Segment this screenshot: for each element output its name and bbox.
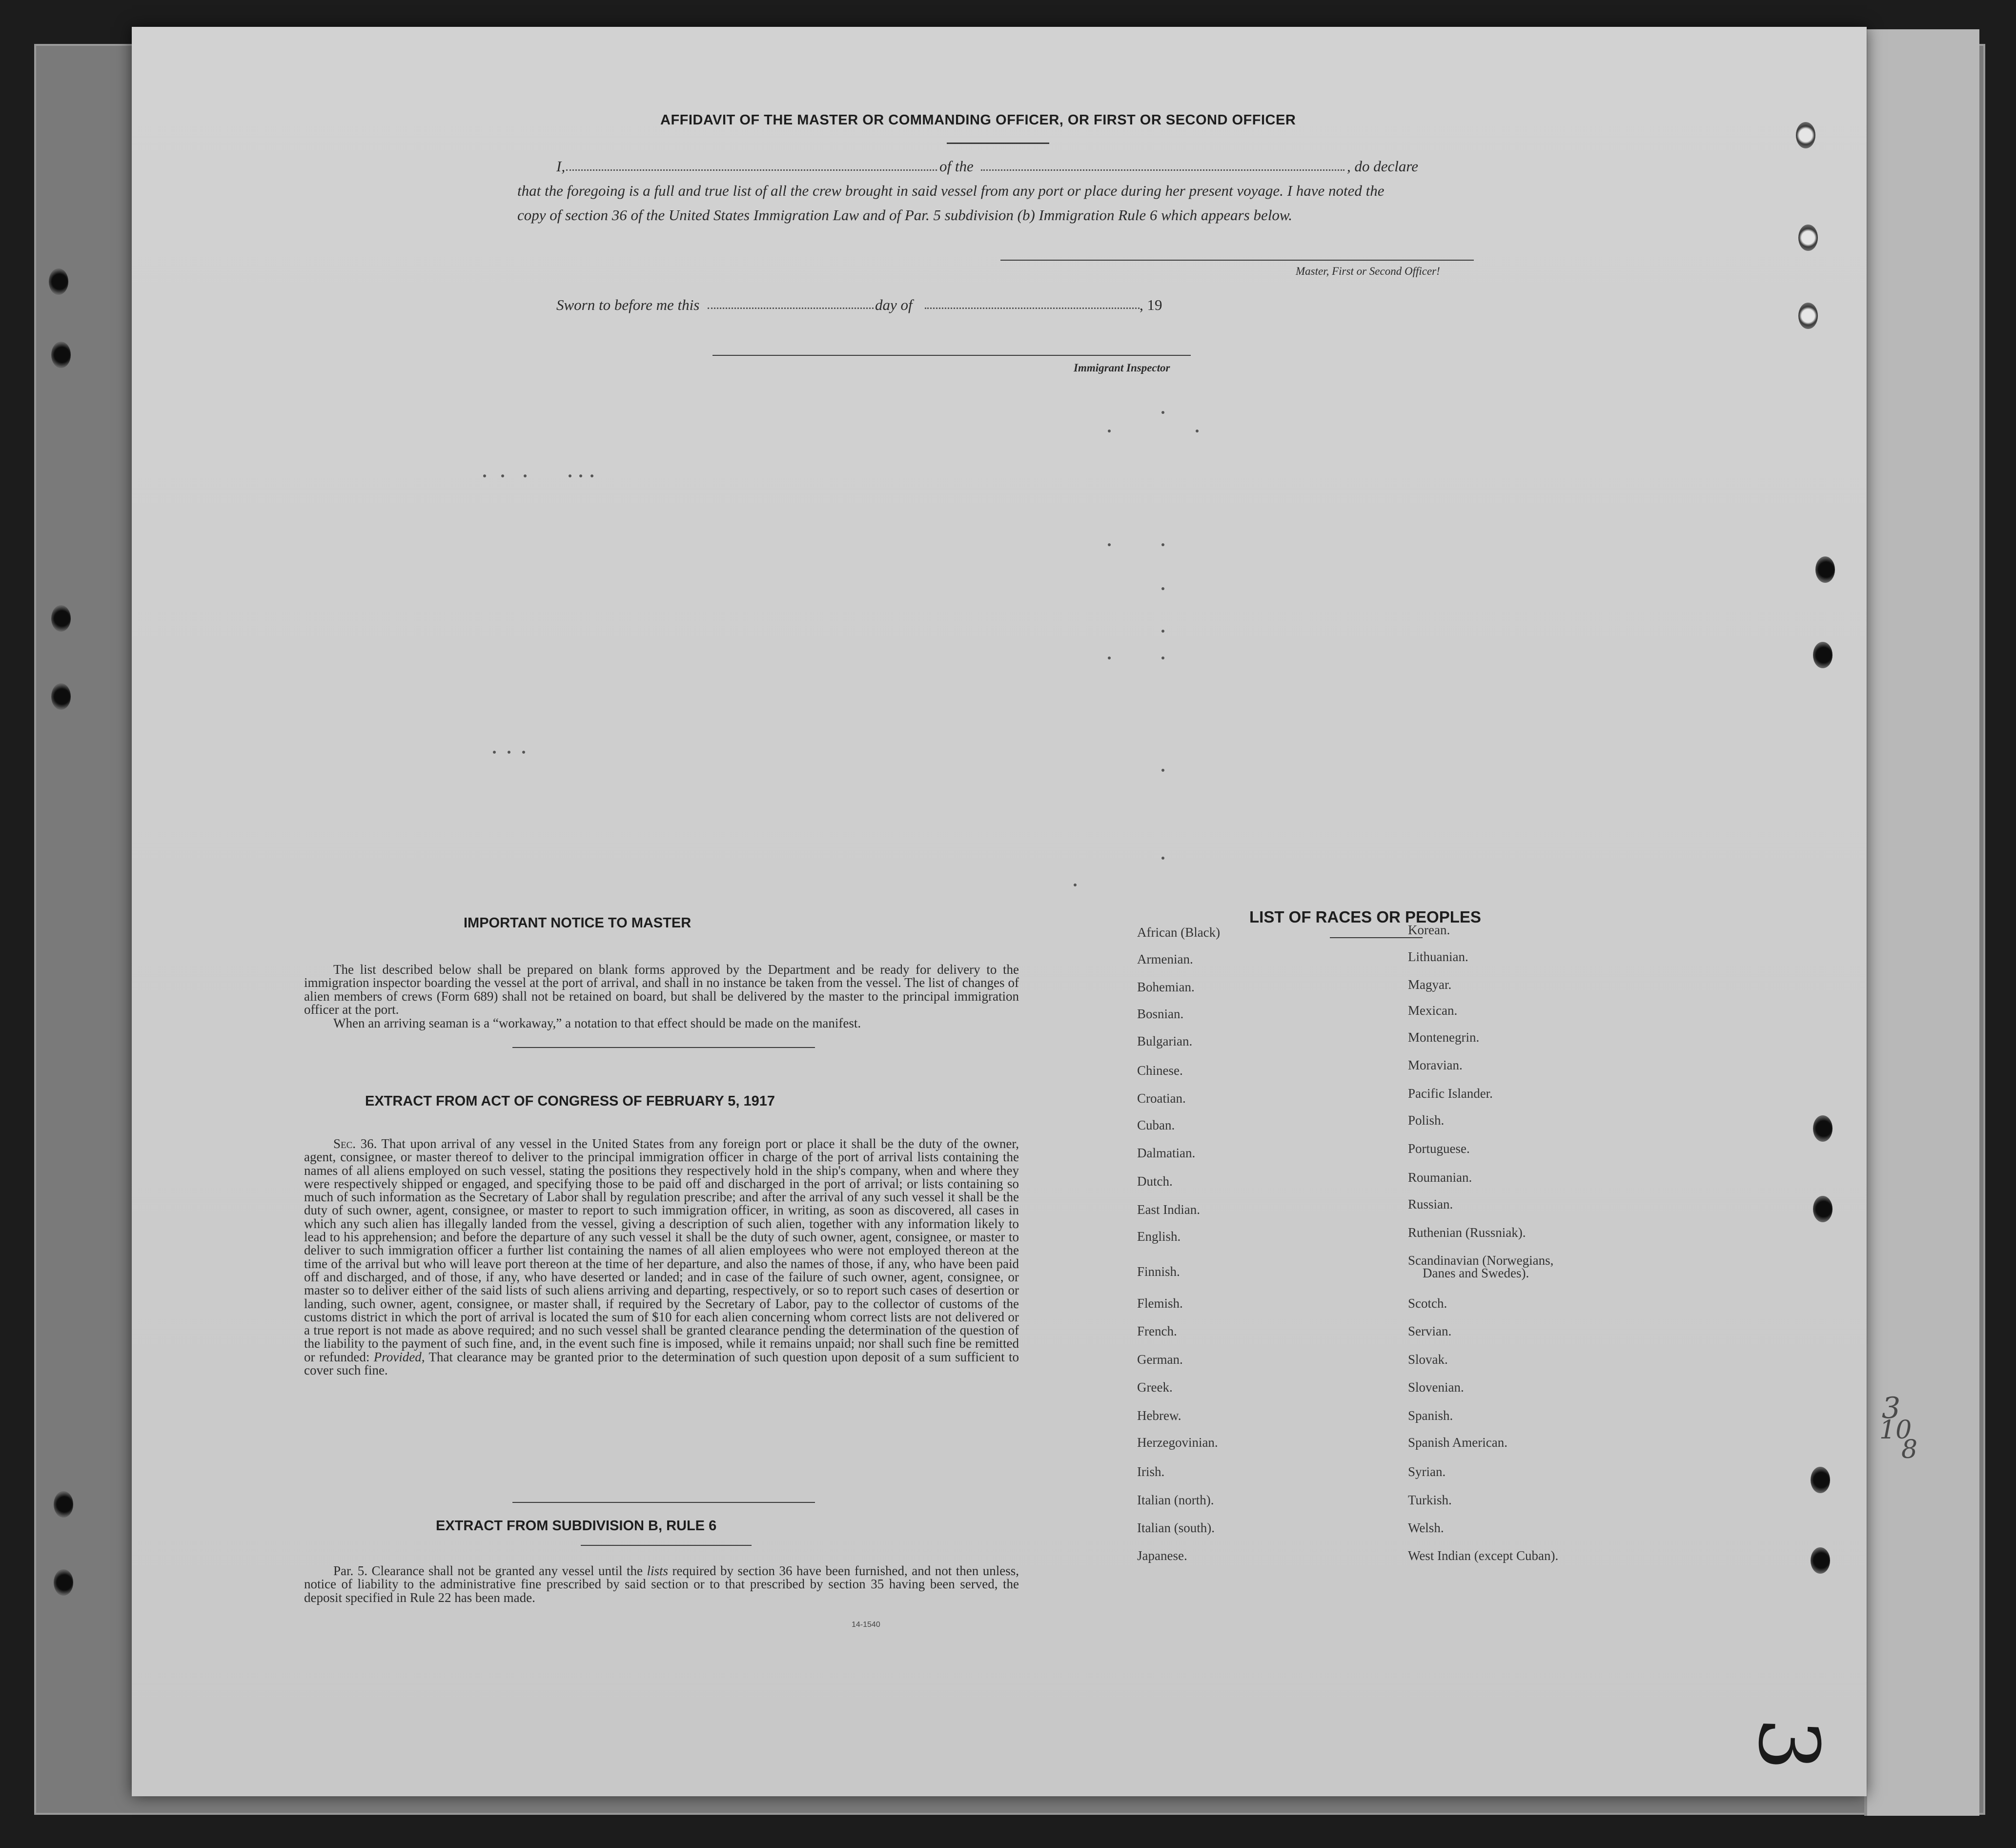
binder-hole — [1811, 1467, 1830, 1493]
speck — [591, 474, 593, 477]
race-item: Spanish American. — [1408, 1435, 1507, 1450]
race-item: Slovenian. — [1408, 1380, 1464, 1395]
race-item: West Indian (except Cuban). — [1408, 1548, 1559, 1563]
section-36-ending: That clearance may be granted prior to the determination of such question upon deposit of a sum sufficient to cover such fine. — [304, 1349, 1019, 1378]
race-item: Mexican. — [1408, 1003, 1458, 1018]
notice-title: IMPORTANT NOTICE TO MASTER — [464, 915, 692, 931]
race-item: English. — [1137, 1229, 1181, 1244]
day-of-label: day of — [875, 296, 913, 313]
month-blank — [925, 308, 1140, 309]
race-item: Armenian. — [1137, 952, 1193, 966]
affidavit-title: AFFIDAVIT OF THE MASTER OR COMMANDING OFFICER, OR FIRST OR SECOND OFFICER — [660, 112, 1296, 128]
affidavit-line-3: copy of section 36 of the United States Immigration Law and of Par. 5 subdivision (b) Immigration Rule 6 which appears below. — [517, 206, 1293, 224]
race-item: Polish. — [1408, 1113, 1445, 1128]
binder-hole — [49, 268, 68, 295]
race-item: Spanish. — [1408, 1408, 1453, 1423]
race-item: Slovak. — [1408, 1352, 1448, 1367]
race-item: Lithuanian. — [1408, 949, 1468, 964]
binder-hole — [1815, 556, 1835, 583]
race-item: Bosnian. — [1137, 1006, 1184, 1021]
speck — [1108, 657, 1111, 659]
races-title: LIST OF RACES OR PEOPLES — [1249, 908, 1481, 926]
race-item: Magyar. — [1408, 977, 1452, 992]
race-item: Korean. — [1408, 923, 1450, 937]
race-item: East Indian. — [1137, 1202, 1200, 1217]
binder-hole — [1811, 1547, 1830, 1574]
notice-paragraph-1: The list described below shall be prepared on blank forms approved by the Department and be ready for delivery to the immigration inspector boarding the vessel at the port of arrival, and shall in no instance be taken from the vessel. The list of changes of alien members of crews (Form 689) shall not be retained on board, but shall be delivered by the master to the principal immigration officer at the port. — [304, 962, 1019, 1017]
adjacent-page-edge — [1864, 29, 1979, 1816]
inspector-label: Immigrant Inspector — [1074, 362, 1170, 374]
race-item: Italian (south). — [1137, 1520, 1215, 1535]
act-extract-title: EXTRACT FROM ACT OF CONGRESS OF FEBRUARY 5, 1917 — [365, 1093, 775, 1109]
section-divider — [581, 1545, 752, 1546]
race-item: Italian (north). — [1137, 1493, 1214, 1507]
race-item: Croatian. — [1137, 1091, 1186, 1106]
speck — [483, 474, 486, 477]
rule-extract-title: EXTRACT FROM SUBDIVISION B, RULE 6 — [436, 1518, 717, 1534]
name-blank — [566, 169, 937, 171]
speck — [579, 474, 582, 477]
speck — [569, 474, 571, 477]
margin-note: 8 — [1901, 1435, 1918, 1464]
race-item: Cuban. — [1137, 1118, 1175, 1132]
race-item: Greek. — [1137, 1380, 1173, 1395]
race-item: Japanese. — [1137, 1548, 1187, 1563]
manifest-page — [132, 27, 1867, 1796]
race-item: Irish. — [1137, 1464, 1165, 1479]
speck — [1108, 430, 1111, 432]
year-label: , 19 — [1140, 296, 1162, 313]
inspector-signature-line — [713, 355, 1191, 356]
race-item: Moravian. — [1408, 1058, 1463, 1072]
speck — [1196, 430, 1199, 432]
provided-word: Provided, — [373, 1349, 425, 1364]
speck — [1161, 630, 1164, 633]
sworn-day-blank — [708, 308, 874, 309]
speck — [508, 751, 510, 754]
race-item: Flemish. — [1137, 1296, 1183, 1311]
signature-label: Master, First or Second Officer! — [1296, 265, 1440, 277]
race-item: Servian. — [1408, 1324, 1452, 1338]
race-item: Scandinavian (Norwegians, — [1408, 1253, 1554, 1268]
race-item: African (Black) — [1137, 925, 1221, 940]
race-item: Montenegrin. — [1408, 1030, 1480, 1045]
binder-hole — [54, 1491, 73, 1518]
vessel-blank — [981, 169, 1344, 171]
binder-hole — [51, 683, 71, 710]
affidavit-i-label: I, — [556, 158, 566, 175]
race-item: Danes and Swedes). — [1423, 1266, 1529, 1280]
race-item: French. — [1137, 1324, 1177, 1338]
race-item: Bulgarian. — [1137, 1034, 1193, 1048]
binder-hole — [1798, 225, 1818, 251]
race-item: Dutch. — [1137, 1174, 1173, 1189]
race-item: Herzegovinian. — [1137, 1435, 1218, 1450]
affidavit-declare-label: , do declare — [1347, 158, 1419, 175]
race-item: Ruthenian (Russniak). — [1408, 1225, 1526, 1240]
race-item: Portuguese. — [1408, 1141, 1470, 1156]
race-item: Hebrew. — [1137, 1408, 1181, 1423]
affidavit-of-the-label: of the — [939, 158, 974, 175]
speck — [1161, 657, 1164, 659]
lists-word: lists — [647, 1563, 669, 1578]
rule-6-part-a: Par. 5. Clearance shall not be granted any vessel until the — [333, 1563, 643, 1578]
binder-hole — [1813, 642, 1833, 668]
speck — [1074, 883, 1077, 886]
speck — [1108, 543, 1111, 546]
speck — [1161, 543, 1164, 546]
notice-paragraph-2: When an arriving seaman is a “workaway,” a notation to that effect should be made on the manifest. — [333, 1016, 861, 1030]
race-item: Bohemian. — [1137, 980, 1195, 994]
rule-6-text — [304, 1564, 1019, 1604]
form-number: 14-1540 — [852, 1621, 880, 1629]
speck — [1161, 857, 1164, 860]
speck — [493, 751, 496, 754]
speck — [522, 751, 525, 754]
speck — [1161, 587, 1164, 590]
section-36-text — [304, 1137, 1019, 1377]
race-item: Russian. — [1408, 1197, 1453, 1211]
speck — [524, 474, 527, 477]
sworn-label: Sworn to before me this — [556, 296, 700, 313]
handwritten-folio-mark: 3 — [1739, 1716, 1837, 1773]
margin-note: 3 — [1882, 1391, 1901, 1425]
race-item: German. — [1137, 1352, 1183, 1367]
binder-hole — [1813, 1115, 1833, 1142]
binder-hole — [54, 1569, 73, 1596]
affidavit-line-2: that the foregoing is a full and true list of all the crew brought in said vessel from any port or place during her present voyage. I have noted the — [517, 182, 1385, 199]
race-item: Syrian. — [1408, 1464, 1446, 1479]
race-item: Finnish. — [1137, 1264, 1180, 1279]
binder-hole — [1796, 122, 1815, 148]
speck — [501, 474, 504, 477]
section-36-body: That upon arrival of any vessel in the United States from any foreign port or place it shall be the duty of the owner, agent, consignee, or master thereof to deliver to the principal immigration officer in charge of the port of arrival lists containing the names of all aliens employed on such vessel, stating the positions they respectively hold in the ship's company, when and where they were respectively shipped or engaged, and specifying those to be paid off and discharged in the port of arrival; or lists containing so much of such information as the Secretary of Labor shall by regulation prescribe; and after the arrival of any such vessel it shall be the duty of such owner, agent, consignee, or master to report to such immigration officer, in writing, as soon as discovered, all cases in which any such alien has illegally landed from the vessel, giving a description of such alien, together with any information likely to lead to his apprehension; and before the departure of any such vessel it shall be the duty of such owner, agent, consignee, or master to deliver to such immigration officer a further list containing the names of all alien employees who were not employed thereon at the time of the arrival but who will leave port thereon at the time of her departure, and also the names of those, if any, who have been paid off and discharged, and of those, if any, who have deserted or landed; and in case of the failure of such owner, agent, consignee, or master so to deliver either of the said lists of such aliens arriving and departing, respectively, or so to report such cases of desertion or landing, such owner, agent, consignee, or master shall, if required by the Secretary of Labor, pay to the collector of customs of the customs district in which the port of arrival is located the sum of $10 for each alien concerning whom correct lists are not delivered or a true report is not made as above required; and no such vessel shall be granted clearance pending the determination of the question of the liability to the payment of such fine, and, in the event such fine is imposed, while it remains unpaid; nor shall such fine be remitted or refunded: — [304, 1136, 1019, 1364]
rule-6-part-b: required by section 36 have been furnished, and not then unless, notice of liability to the administrative fine prescribed by said section or to that prescribed by section 35 having been served, the deposit specified in Rule 22 has been made. — [304, 1563, 1019, 1605]
race-item: Chinese. — [1137, 1063, 1183, 1078]
margin-note: 10 — [1879, 1416, 1912, 1445]
race-item: Scotch. — [1408, 1296, 1447, 1311]
binder-hole — [1813, 1196, 1833, 1222]
title-underline — [947, 143, 1049, 144]
race-item: Pacific Islander. — [1408, 1086, 1493, 1101]
binder-hole — [51, 342, 71, 368]
race-item: Welsh. — [1408, 1520, 1444, 1535]
signature-line — [1000, 260, 1474, 261]
race-item: Roumanian. — [1408, 1170, 1472, 1185]
race-item: Turkish. — [1408, 1493, 1452, 1507]
binder-hole — [51, 605, 71, 632]
speck — [1161, 769, 1164, 772]
section-divider — [512, 1047, 815, 1048]
binder-hole — [1798, 303, 1818, 329]
race-item: Dalmatian. — [1137, 1146, 1196, 1160]
speck — [1161, 411, 1164, 414]
section-divider — [512, 1502, 815, 1503]
section-36-label: Sec. 36. — [333, 1136, 377, 1151]
